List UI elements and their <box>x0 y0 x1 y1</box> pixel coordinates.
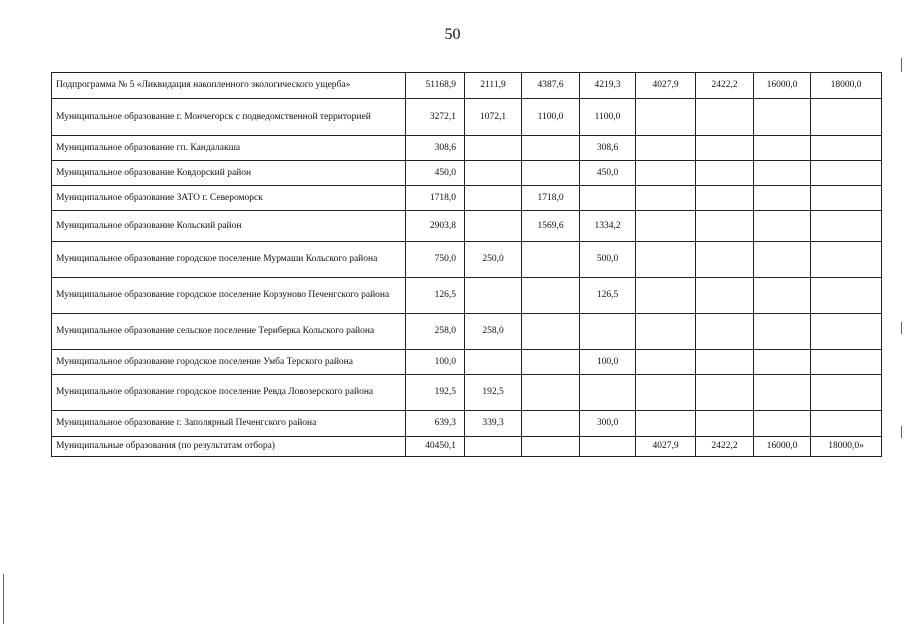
value-cell <box>811 375 882 411</box>
value-cell: 258,0 <box>406 314 465 350</box>
value-cell <box>696 161 754 186</box>
page-number: 50 <box>444 26 461 43</box>
table-row <box>52 437 882 457</box>
budget-table <box>51 72 882 457</box>
row-name-cell: Муниципальные образования (по результатам отбора) <box>52 437 406 457</box>
value-cell: 126,5 <box>580 278 636 314</box>
value-cell <box>522 375 580 411</box>
value-cell <box>696 350 754 375</box>
value-cell <box>754 136 811 161</box>
value-cell: 192,5 <box>406 375 465 411</box>
value-cell <box>636 211 696 242</box>
value-cell <box>465 350 522 375</box>
value-cell <box>754 186 811 211</box>
value-cell <box>696 186 754 211</box>
value-cell <box>754 350 811 375</box>
value-cell <box>522 161 580 186</box>
value-cell <box>522 136 580 161</box>
row-name-cell: Муниципальное образование городское поселение Умба Терского района <box>52 350 406 375</box>
row-name-cell: Муниципальное образование гп. Кандалакша <box>52 136 406 161</box>
table-row <box>52 314 882 350</box>
table-row <box>52 211 882 242</box>
row-name-cell: Подпрограмма № 5 «Ликвидация накопленного экологического ущерба» <box>52 73 406 99</box>
value-cell: 4027,9 <box>636 73 696 99</box>
value-cell <box>754 314 811 350</box>
value-cell: 2422,2 <box>696 437 754 457</box>
value-cell <box>811 242 882 278</box>
value-cell: 1718,0 <box>522 186 580 211</box>
value-cell <box>580 437 636 457</box>
value-cell <box>465 278 522 314</box>
value-cell <box>522 350 580 375</box>
value-cell <box>522 411 580 437</box>
value-cell <box>811 350 882 375</box>
value-cell <box>811 186 882 211</box>
value-cell <box>636 99 696 136</box>
table-row <box>52 411 882 437</box>
value-cell: 18000,0» <box>811 437 882 457</box>
value-cell <box>636 375 696 411</box>
table-row <box>52 278 882 314</box>
value-cell <box>696 99 754 136</box>
value-cell <box>465 161 522 186</box>
value-cell: 126,5 <box>406 278 465 314</box>
row-name-cell: Муниципальное образование сельское поселение Териберка Кольского района <box>52 314 406 350</box>
value-cell <box>754 375 811 411</box>
value-cell <box>636 136 696 161</box>
value-cell: 1100,0 <box>522 99 580 136</box>
value-cell <box>754 278 811 314</box>
value-cell: 1072,1 <box>465 99 522 136</box>
row-name-cell: Муниципальное образование г. Мончегорск с подведомственной территорией <box>52 99 406 136</box>
value-cell: 18000,0 <box>811 73 882 99</box>
value-cell: 100,0 <box>406 350 465 375</box>
value-cell: 3272,1 <box>406 99 465 136</box>
value-cell <box>754 161 811 186</box>
value-cell <box>696 211 754 242</box>
value-cell <box>465 186 522 211</box>
scan-edge-mark <box>901 58 902 72</box>
scan-edge-mark <box>901 426 902 438</box>
value-cell <box>636 278 696 314</box>
value-cell: 250,0 <box>465 242 522 278</box>
value-cell <box>522 437 580 457</box>
table-row <box>52 186 882 211</box>
row-name-cell: Муниципальное образование ЗАТО г. Североморск <box>52 186 406 211</box>
row-name-cell: Муниципальное образование городское поселение Корзуново Печенгского района <box>52 278 406 314</box>
value-cell <box>696 375 754 411</box>
value-cell <box>636 161 696 186</box>
value-cell <box>696 278 754 314</box>
value-cell <box>754 99 811 136</box>
value-cell: 750,0 <box>406 242 465 278</box>
row-name-cell: Муниципальное образование г. Заполярный Печенгского района <box>52 411 406 437</box>
value-cell: 308,6 <box>406 136 465 161</box>
value-cell <box>636 186 696 211</box>
value-cell: 4219,3 <box>580 73 636 99</box>
value-cell <box>580 375 636 411</box>
value-cell <box>754 242 811 278</box>
row-name-cell: Муниципальное образование Ковдорский район <box>52 161 406 186</box>
table-row <box>52 375 882 411</box>
value-cell <box>580 314 636 350</box>
value-cell <box>580 186 636 211</box>
value-cell: 1569,6 <box>522 211 580 242</box>
value-cell <box>696 314 754 350</box>
value-cell: 4387,6 <box>522 73 580 99</box>
value-cell: 192,5 <box>465 375 522 411</box>
value-cell <box>696 136 754 161</box>
row-name-cell: Муниципальное образование городское поселение Ревда Ловозерского района <box>52 375 406 411</box>
value-cell <box>811 314 882 350</box>
row-name-cell: Муниципальное образование Кольский район <box>52 211 406 242</box>
scan-edge-mark <box>901 322 902 334</box>
value-cell <box>522 314 580 350</box>
value-cell: 450,0 <box>580 161 636 186</box>
value-cell <box>754 211 811 242</box>
value-cell <box>636 411 696 437</box>
value-cell: 2422,2 <box>696 73 754 99</box>
value-cell: 339,3 <box>465 411 522 437</box>
value-cell <box>465 211 522 242</box>
value-cell <box>811 136 882 161</box>
table-row <box>52 136 882 161</box>
value-cell: 500,0 <box>580 242 636 278</box>
value-cell <box>522 242 580 278</box>
value-cell <box>811 99 882 136</box>
table-row <box>52 73 882 99</box>
value-cell: 2903,8 <box>406 211 465 242</box>
value-cell <box>636 242 696 278</box>
value-cell: 1718,0 <box>406 186 465 211</box>
value-cell <box>522 278 580 314</box>
table-row <box>52 350 882 375</box>
value-cell <box>696 242 754 278</box>
value-cell <box>811 278 882 314</box>
value-cell <box>811 211 882 242</box>
value-cell: 258,0 <box>465 314 522 350</box>
table-row <box>52 99 882 136</box>
value-cell <box>754 411 811 437</box>
value-cell: 639,3 <box>406 411 465 437</box>
value-cell <box>465 437 522 457</box>
table-body <box>52 73 882 457</box>
value-cell: 40450,1 <box>406 437 465 457</box>
value-cell: 100,0 <box>580 350 636 375</box>
table-row <box>52 161 882 186</box>
value-cell: 4027,9 <box>636 437 696 457</box>
value-cell <box>465 136 522 161</box>
row-name-cell: Муниципальное образование городское поселение Мурмаши Кольского района <box>52 242 406 278</box>
value-cell: 1100,0 <box>580 99 636 136</box>
table-row <box>52 242 882 278</box>
value-cell <box>636 314 696 350</box>
value-cell: 300,0 <box>580 411 636 437</box>
value-cell <box>811 411 882 437</box>
value-cell: 2111,9 <box>465 73 522 99</box>
value-cell <box>811 161 882 186</box>
value-cell <box>636 350 696 375</box>
value-cell: 51168,9 <box>406 73 465 99</box>
value-cell: 16000,0 <box>754 73 811 99</box>
value-cell <box>696 411 754 437</box>
value-cell: 16000,0 <box>754 437 811 457</box>
scan-edge-mark <box>3 574 4 624</box>
value-cell: 450,0 <box>406 161 465 186</box>
value-cell: 1334,2 <box>580 211 636 242</box>
value-cell: 308,6 <box>580 136 636 161</box>
